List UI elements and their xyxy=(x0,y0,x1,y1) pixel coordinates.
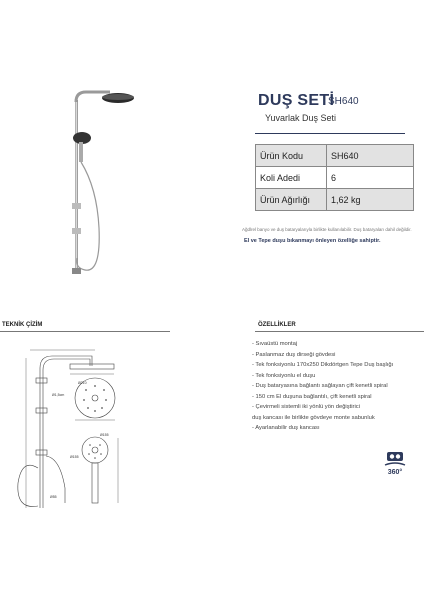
spec-row xyxy=(256,145,414,167)
feature-item: - 150 cm El duşuna bağlantılı, çift kenetli spiral xyxy=(252,393,372,400)
dim-label: Ø210 xyxy=(78,381,87,385)
feature-item: - Tek fonksiyonlu el duşu xyxy=(252,372,316,379)
spec-value: 6 xyxy=(327,167,414,189)
compatibility-note: Ağdlrel banyo ve duş bataryalarıyla birlikte kullanılabilir. Duş bataryaları dahil değildir. xyxy=(242,227,412,232)
spec-value: SH640 xyxy=(327,145,414,167)
dim-label: Ø155 xyxy=(100,433,109,437)
spec-label: Ürün Ağırlığı xyxy=(256,189,327,211)
product-photo xyxy=(55,88,140,278)
spec-row xyxy=(256,189,414,211)
dim-label: Ø55 xyxy=(50,495,57,499)
rotate-360-icon xyxy=(382,450,408,476)
feature-item: duş kancası ile birlikte gövdeye monte sabunluk xyxy=(252,414,375,421)
spec-label: Ürün Kodu xyxy=(256,145,327,167)
header-divider xyxy=(255,133,405,134)
badge-label: 360° xyxy=(387,469,403,476)
product-code: SH640 xyxy=(328,96,359,107)
spec-row xyxy=(256,167,414,189)
section-title-technical: TEKNİK ÇİZİM xyxy=(2,322,43,328)
spec-value: 1,62 kg xyxy=(327,189,414,211)
feature-item: - Tek fonksiyonlu 170x250 Dikdörtgen Tepe Duş başlığı xyxy=(252,362,394,368)
technical-drawing xyxy=(0,338,250,518)
feature-item: - Sıvaüstü montaj xyxy=(252,341,298,347)
dim-label: Ø155 xyxy=(70,455,79,459)
feature-item: - Paslanmaz duş dirseği gövdesi xyxy=(252,351,336,358)
section-title-features: ÖZELLİKLER xyxy=(258,322,296,328)
product-subtitle: Yuvarlak Duş Seti xyxy=(265,113,337,123)
spec-table xyxy=(255,144,414,211)
product-title: DUŞ SETİ xyxy=(258,92,335,109)
feature-item: - Çevirmeli sistemli iki yönlü yön değiştirici xyxy=(252,404,360,410)
spec-label: Koli Adedi xyxy=(256,167,327,189)
features-list xyxy=(252,339,393,434)
feature-item: - Ayarlanabilir duş kancası xyxy=(252,425,320,431)
section-divider xyxy=(0,331,170,332)
dim-label: Ø1,5cm xyxy=(52,393,65,397)
section-divider xyxy=(255,331,424,332)
feature-highlight: El ve Tepe duşu bıkanmayı önleyen özelliğe sahiptir. xyxy=(244,238,381,244)
feature-item: - Duş bataryasına bağlantı sağlayan çift kenetli spiral xyxy=(252,383,388,389)
